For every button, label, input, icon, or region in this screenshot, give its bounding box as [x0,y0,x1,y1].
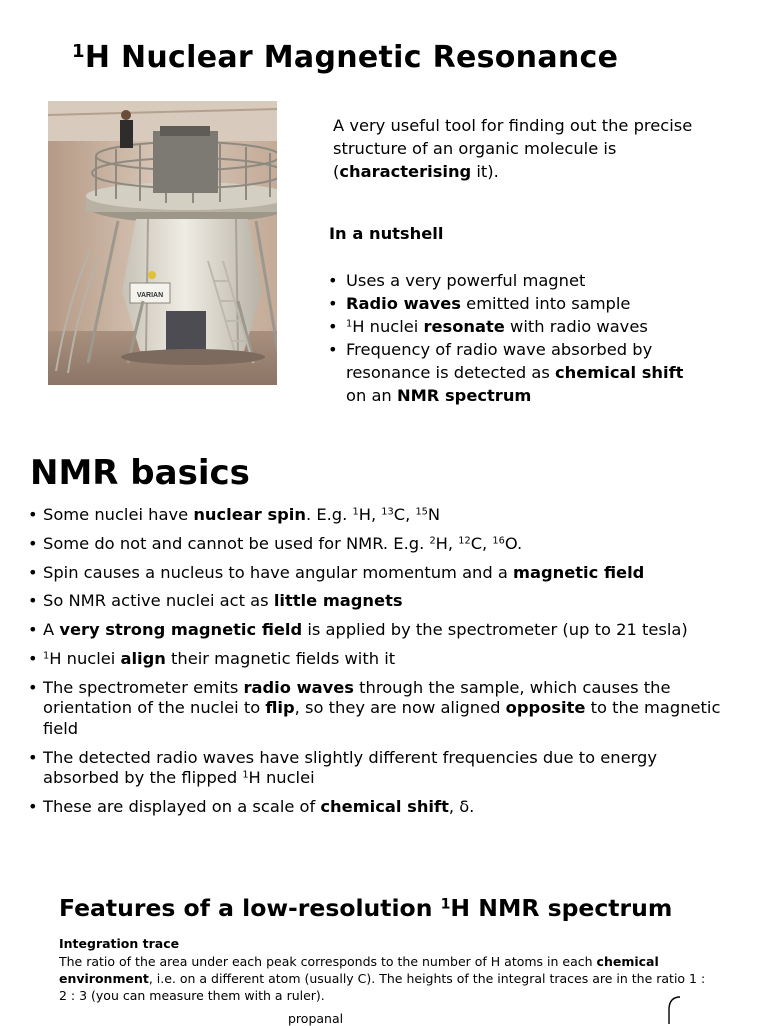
spectrum-label: propanal [288,1011,344,1026]
varian-label: VARIAN [136,292,164,299]
section-title-features: Features of a low-resolution $^1$H NMR spectrum [59,894,673,922]
list-item: • These are displayed on a scale of chemical shift, δ. [28,797,728,818]
title-superscript: 1 [72,41,85,63]
nmr-spectrometer-photo [48,101,277,385]
nutshell-heading: In a nutshell [329,224,444,243]
section-title-nmr-basics: NMR basics [30,453,250,493]
list-item: • $^1$H nuclei align their magnetic fields with it [28,649,728,670]
list-item: • Radio waves emitted into sample [328,292,708,315]
list-item: • Uses a very powerful magnet [328,269,708,292]
list-item: • $^1$H nuclei resonate with radio waves [328,315,708,338]
integration-trace-heading: Integration trace [59,936,180,951]
integration-trace-paragraph: The ratio of the area under each peak corresponds to the number of H atoms in each chemical environment, i.e. on a different atom (usually C). The heights of the integral traces are in the ratio 1 : 2 : 3 (you can measure them with a ruler). [59,954,706,1003]
list-item: • The spectrometer emits radio waves through the sample, which causes the orientation of the nuclei to flip, so they are now aligned opposite to the magnetic field [28,678,728,740]
intro-paragraph: A very useful tool for finding out the precise structure of an organic molecule is (characterising it). [333,116,693,181]
list-item: • Frequency of radio wave absorbed by resonance is detected as chemical shift on an NMR spectrum [328,338,708,407]
list-item: • The detected radio waves have slightly different frequencies due to energy absorbed by the flipped $^1$H nuclei [28,748,728,789]
list-item: • Some do not and cannot be used for NMR. E.g. $^2$H, $^{12}$C, $^{16}$O. [28,534,728,555]
list-item: • Spin causes a nucleus to have angular momentum and a magnetic field [28,563,728,584]
basics-list [28,505,728,826]
nutshell-list [328,269,708,407]
list-item: • So NMR active nuclei act as little magnets [28,591,728,612]
page-title [72,40,618,75]
list-item: • Some nuclei have nuclear spin. E.g. $^1$H, $^{13}$C, $^{15}$N [28,505,728,526]
list-item: • A very strong magnetic field is applied by the spectrometer (up to 21 tesla) [28,620,728,641]
integration-curve-icon [660,994,690,1024]
title-text: H Nuclear Magnetic Resonance [84,40,619,75]
